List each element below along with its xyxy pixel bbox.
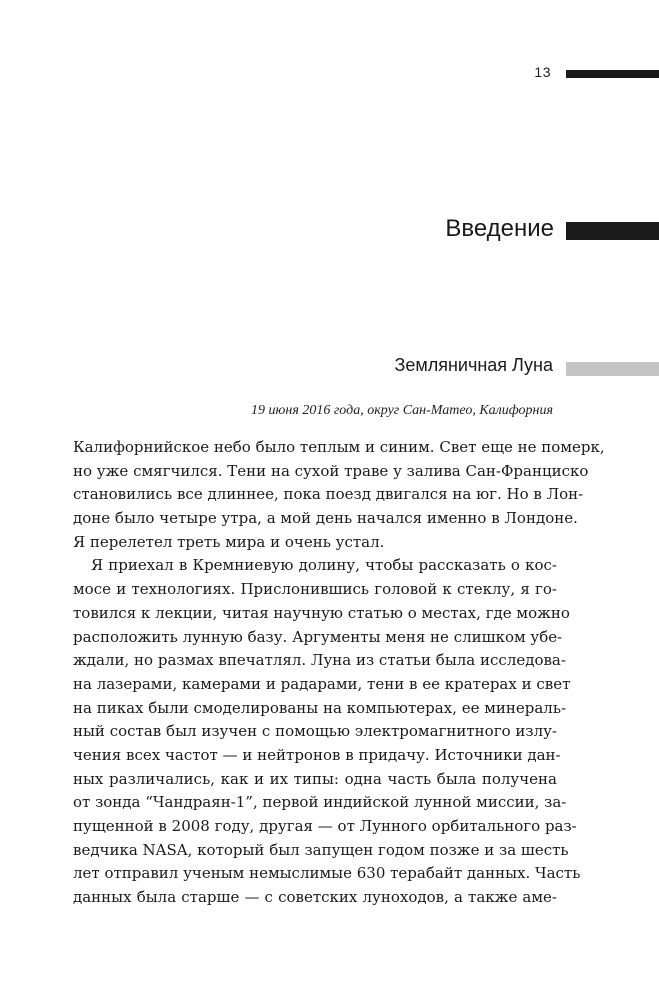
text-line: расположить лунную базу. Аргументы меня не слишком убе- [73, 627, 563, 646]
text-line: ных различались, как и их типы: одна часть была получена [73, 769, 557, 788]
text-line: чения всех частот — и нейтронов в придачу. Источники дан- [73, 745, 561, 764]
text-line: ждали, но размах впечатлял. Луна из статьи была исследова- [73, 651, 566, 670]
section-title-bar [566, 362, 659, 376]
text-line: Я приехал в Кремниевую долину, чтобы рассказать о кос- [91, 556, 557, 575]
text-line: Я перелетел треть мира и очень устал. [73, 532, 385, 551]
text-line: на лазерами, камерами и радарами, тени в ее кратерах и свет [73, 674, 571, 693]
text-line: Калифорнийское небо было теплым и синим. Свет еще не померк, [73, 438, 605, 456]
text-line: товился к лекции, читая научную статью о местах, где можно [73, 603, 570, 622]
text-line: доне было четыре утра, а мой день начался именно в Лондоне. [73, 509, 578, 528]
text-line: лет отправил ученым немыслимые 630 терабайт данных. Часть [73, 864, 581, 883]
chapter-title-bar [566, 222, 659, 240]
text-line: пущенной в 2008 году, другая — от Лунного орбитального раз- [73, 817, 577, 835]
text-line: ведчика NASA, который был запущен годом позже и за шесть [73, 840, 569, 859]
text-line: на пиках были смоделированы на компьютерах, ее минераль- [73, 698, 567, 717]
text-line: мосе и технологиях. Прислонившись головой к стеклу, я го- [73, 580, 557, 599]
page-number-bar [566, 70, 659, 78]
section-title: Земляничная Луна [394, 355, 553, 375]
text-line: ный состав был изучен с помощью электромагнитного излу- [73, 722, 557, 741]
text-line: от зонда “Чандраян-1”, первой индийской лунной миссии, за- [73, 793, 567, 812]
body-text [73, 436, 605, 910]
text-line: данных была старше — с советских луноходов, а также аме- [73, 888, 557, 907]
paragraph [73, 554, 581, 909]
text-line: становились все длиннее, пока поезд двигался на юг. Но в Лон- [73, 485, 584, 504]
paragraph [73, 436, 605, 554]
chapter-title: Введение [445, 215, 554, 242]
dateline: 19 июня 2016 года, округ Сан-Матео, Калифорния [251, 403, 553, 418]
text-line: но уже смягчился. Тени на сухой траве у залива Сан-Франциско [73, 461, 589, 480]
page-number: 13 [534, 64, 551, 80]
